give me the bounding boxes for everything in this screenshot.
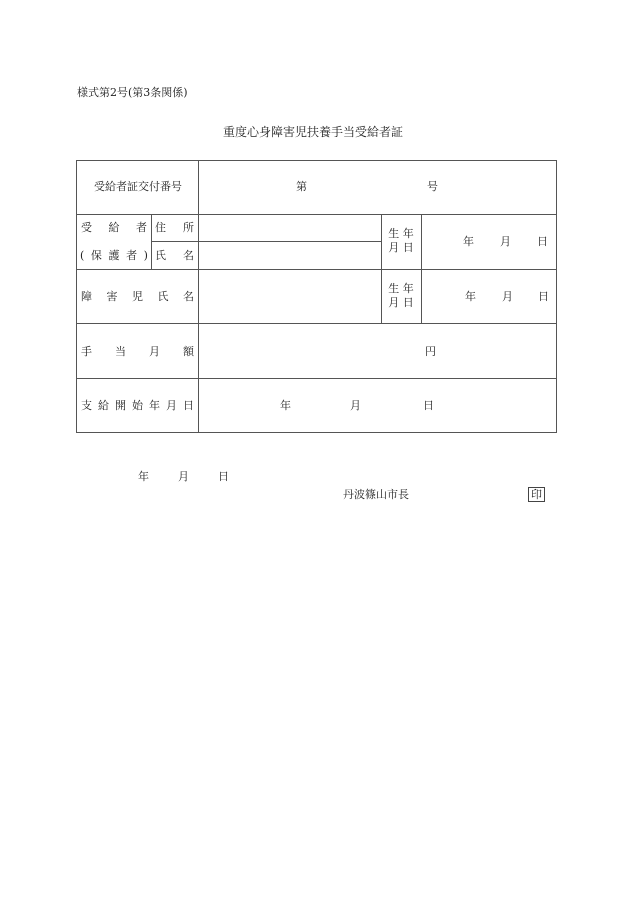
seal-mark: 印 bbox=[528, 487, 545, 502]
label-char: 障 bbox=[81, 290, 92, 303]
label-char: 給 bbox=[98, 399, 109, 412]
table-border bbox=[556, 160, 557, 433]
label-char: 始 bbox=[132, 399, 143, 412]
start-year: 年 bbox=[280, 399, 291, 412]
table-divider bbox=[76, 214, 557, 215]
issue-year: 年 bbox=[138, 470, 149, 483]
label-char: 害 bbox=[106, 290, 118, 303]
name-label bbox=[155, 250, 194, 261]
label-char: 給 bbox=[108, 221, 120, 234]
start-day: 日 bbox=[423, 399, 434, 412]
birth-year: 年 bbox=[463, 235, 474, 248]
address-field[interactable] bbox=[202, 218, 377, 236]
issue-month: 月 bbox=[178, 470, 189, 483]
label-char: 月 bbox=[166, 399, 177, 412]
label-char: 名 bbox=[183, 290, 194, 303]
child-birth-year: 年 bbox=[465, 290, 476, 303]
child-birth-day: 日 bbox=[538, 290, 549, 303]
start-date-label bbox=[81, 400, 194, 411]
birth-label-1: 生 年 bbox=[388, 227, 414, 240]
label-char: 日 bbox=[183, 399, 194, 412]
label-char: 住 bbox=[155, 221, 166, 234]
currency-unit: 円 bbox=[425, 345, 436, 358]
cert-number-prefix: 第 bbox=[296, 180, 307, 193]
label-char: 開 bbox=[115, 399, 126, 412]
monthly-amount-label bbox=[81, 346, 194, 357]
label-char: 護 bbox=[108, 249, 120, 262]
label-char: 保 bbox=[90, 249, 102, 262]
cert-number-field[interactable] bbox=[210, 181, 370, 195]
guardian-label bbox=[80, 250, 148, 261]
name-field[interactable] bbox=[202, 245, 377, 263]
label-char: 者 bbox=[136, 221, 147, 234]
child-birth-label-1: 生 年 bbox=[388, 282, 414, 295]
child-name-field[interactable] bbox=[202, 280, 377, 314]
form-number: 様式第2号(第3条関係) bbox=[77, 86, 188, 99]
table-border bbox=[76, 160, 77, 433]
monthly-amount-field[interactable] bbox=[202, 334, 412, 368]
child-name-label bbox=[81, 291, 194, 302]
label-char: 名 bbox=[183, 249, 194, 262]
birth-day: 日 bbox=[537, 235, 548, 248]
table-border bbox=[76, 432, 557, 433]
table-border bbox=[76, 160, 557, 161]
label-char: 者 bbox=[126, 249, 138, 262]
table-divider bbox=[151, 241, 381, 242]
label-char: 月 bbox=[149, 345, 160, 358]
label-char: 額 bbox=[183, 345, 194, 358]
label-char: ) bbox=[143, 249, 148, 262]
label-char: 当 bbox=[115, 345, 126, 358]
address-label bbox=[155, 222, 194, 233]
label-char: 所 bbox=[183, 221, 194, 234]
label-char: 児 bbox=[132, 290, 143, 303]
table-divider bbox=[421, 214, 422, 324]
child-birth-month: 月 bbox=[502, 290, 513, 303]
label-char: 年 bbox=[149, 399, 160, 412]
label-char: 支 bbox=[81, 399, 92, 412]
table-divider bbox=[151, 214, 152, 269]
birth-label-2: 月 日 bbox=[388, 241, 414, 254]
table-divider bbox=[381, 214, 382, 324]
table-divider bbox=[76, 323, 557, 324]
issuer-name: 丹波篠山市長 bbox=[343, 488, 409, 501]
page-title: 重度心身障害児扶養手当受給者証 bbox=[222, 125, 404, 139]
start-month: 月 bbox=[350, 399, 361, 412]
table-divider bbox=[76, 269, 557, 270]
table-divider bbox=[76, 378, 557, 379]
recipient-label bbox=[81, 222, 147, 233]
cert-number-label: 受給者証交付番号 bbox=[94, 180, 182, 193]
label-char: ( bbox=[80, 249, 85, 262]
table-divider bbox=[198, 160, 199, 433]
label-char: 氏 bbox=[157, 290, 169, 303]
birth-month: 月 bbox=[500, 235, 511, 248]
label-char: 氏 bbox=[155, 249, 166, 262]
child-birth-label-2: 月 日 bbox=[388, 296, 414, 309]
label-char: 手 bbox=[81, 345, 92, 358]
cert-number-suffix: 号 bbox=[427, 180, 438, 193]
issue-day: 日 bbox=[218, 470, 229, 483]
label-char: 受 bbox=[81, 221, 92, 234]
